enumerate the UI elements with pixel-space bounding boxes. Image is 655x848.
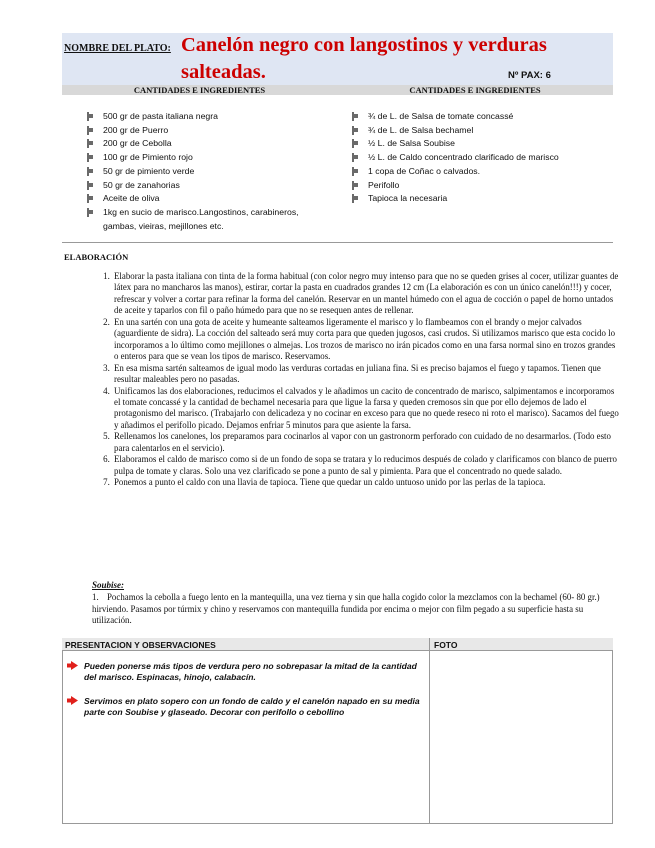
foto-label: FOTO xyxy=(434,640,458,650)
ingredient-item: ½ L. de Caldo concentrado clarificado de marisco xyxy=(352,151,614,165)
ingredient-item: 200 gr de Cebolla xyxy=(87,137,312,151)
elaboracion-label: ELABORACIÓN xyxy=(64,252,129,262)
ingredient-item: 50 gr de pimiento verde xyxy=(87,165,312,179)
step-item: 3. En esa misma sartén salteamos de igual modo las verduras cortadas en juliana fina. Si es preciso bajamos el fuego y tapamos. Tienen que resultar maleables pero no pasadas. xyxy=(112,363,620,386)
step-item: 6. Elaboramos el caldo de marisco como si de un fondo de sopa se tratara y lo reducimos después de colado y clarificamos con blanco de puerro pulpa de tomate y claras. Solo una vez clarificado se pone a punto de sal y pimienta. Para que el concentrado no quede salado. xyxy=(112,454,620,477)
ingredient-item: 100 gr de Pimiento rojo xyxy=(87,151,312,165)
dish-name-label: NOMBRE DEL PLATO: xyxy=(64,43,171,54)
ingredient-item: 500 gr de pasta italiana negra xyxy=(87,110,312,124)
presentation-label: PRESENTACION Y OBSERVACIONES xyxy=(65,640,216,650)
soubise-title: Soubise: xyxy=(92,580,125,590)
section-divider xyxy=(62,242,613,243)
ingredient-item: Tapioca la necesaria xyxy=(352,192,614,206)
ingredient-item: Perifollo xyxy=(352,179,614,193)
observation-note xyxy=(84,696,424,719)
pax-count: Nº PAX: 6 xyxy=(508,70,551,81)
ingredient-item: Aceite de oliva xyxy=(87,192,312,206)
ingredient-item: 50 gr de zanahorias xyxy=(87,179,312,193)
ingredient-item: 200 gr de Puerro xyxy=(87,124,312,138)
arrow-bullet-icon xyxy=(67,661,78,670)
step-item: 7. Ponemos a punto el caldo con una llavia de tapioca. Tiene que quedar un caldo untuoso unido por las perlas de la tapioca. xyxy=(112,477,620,488)
arrow-bullet-icon xyxy=(67,696,78,705)
step-item: 2. En una sartén con una gota de aceite y humeante salteamos ligeramente el marisco y lo flambeamos con el brandy o mejor calvados (aguardiente de sidra). La cocción del salteado será muy corta para que queden jugosos, casi crudos. Si utilizamos marisco que esta cocido lo incorporamos a lo último como mejillones o almejas. Los trozos de marisco no irán picados como en una farsa normal sino en trozos grandes o enteros para que se vean los tipos de marisco. Reservamos. xyxy=(112,317,620,363)
ingredients-left-list xyxy=(87,110,312,233)
step-item: 5. Rellenamos los canelones, los preparamos para cocinarlos al vapor con un gastronorm perforado con cuidado de no desarmarlos. (Todo esto para calentarlos en el servicio). xyxy=(112,431,620,454)
elaboration-steps xyxy=(92,271,620,489)
ingredients-left-header: CANTIDADES E INGREDIENTES xyxy=(62,85,337,95)
ingredients-right-header: CANTIDADES E INGREDIENTES xyxy=(337,85,613,95)
ingredient-item: ¾ de L. de Salsa bechamel xyxy=(352,124,614,138)
soubise-number: 1. xyxy=(92,592,99,602)
ingredient-item: ½ L. de Salsa Soubise xyxy=(352,137,614,151)
ingredients-right-list xyxy=(352,110,614,206)
dish-title: Canelón negro con langostinos y verduras salteadas. xyxy=(181,34,547,83)
ingredient-item: ¾ de L. de Salsa de tomate concassé xyxy=(352,110,614,124)
ingredient-item: 1 copa de Coñac o calvados. xyxy=(352,165,614,179)
ingredient-item: 1kg en sucio de marisco.Langostinos, carabineros, gambas, vieiras, mejillones etc. xyxy=(87,206,312,233)
step-item: 4. Unificamos las dos elaboraciones, reducimos el calvados y le añadimos un cacito de concentrado de marisco, salpimentamos e incorporamos el tomate concassé y la cantidad de bechamel necesaria para que ligue la farsa y queden cremosos sin que por ello dejemos de lado el protagonismo del marisco. (Trabajarlo con delicadeza y no cocinar en exceso para que no quede reseco ni roto el marisco). Sacamos del fuego y añadimos el perifollo picado. Dejamos enfriar 5 minutos para que asiente la farsa. xyxy=(112,386,620,432)
soubise-step xyxy=(92,592,604,627)
observation-text: Servimos en plato sopero con un fondo de caldo y el canelón napado en su media parte con Soubise y glaseado. Decorar con perifollo o cebollino xyxy=(84,696,420,718)
step-item: 1. Elaborar la pasta italiana con tinta de la forma habitual (con color negro muy intenso para que no se queden grises al cocer, utilizar guantes de látex para no mancharos las manos), estirar, cortar la pasta en cuadrados grandes 12 cm (La elaboración es con un único canelón!!!) y cocer, refrescar y volver a cortar para refinar la forma del canelón. Reservar en un mantel húmedo con el agua de cocción o papel de horno untados de aceite y taparlos con fil o paño húmedo para que no se resequen antes de rellenar. xyxy=(112,271,620,317)
photo-divider xyxy=(429,638,430,824)
observation-note xyxy=(84,661,424,684)
soubise-text: Pochamos la cebolla a fuego lento en la mantequilla, una vez tierna y sin que halla cogido color la mezclamos con la bechamel (60- 80 gr.) hirviendo. Pasamos por túrmix y chino y reservamos con mantequilla fundida por encima o mejor con film pegado a su superficie hasta su utilización. xyxy=(92,592,600,625)
observation-text: Pueden ponerse más tipos de verdura pero no sobrepasar la mitad de la cantidad del marisco. Espinacas, hinojo, calabacín. xyxy=(84,661,417,683)
